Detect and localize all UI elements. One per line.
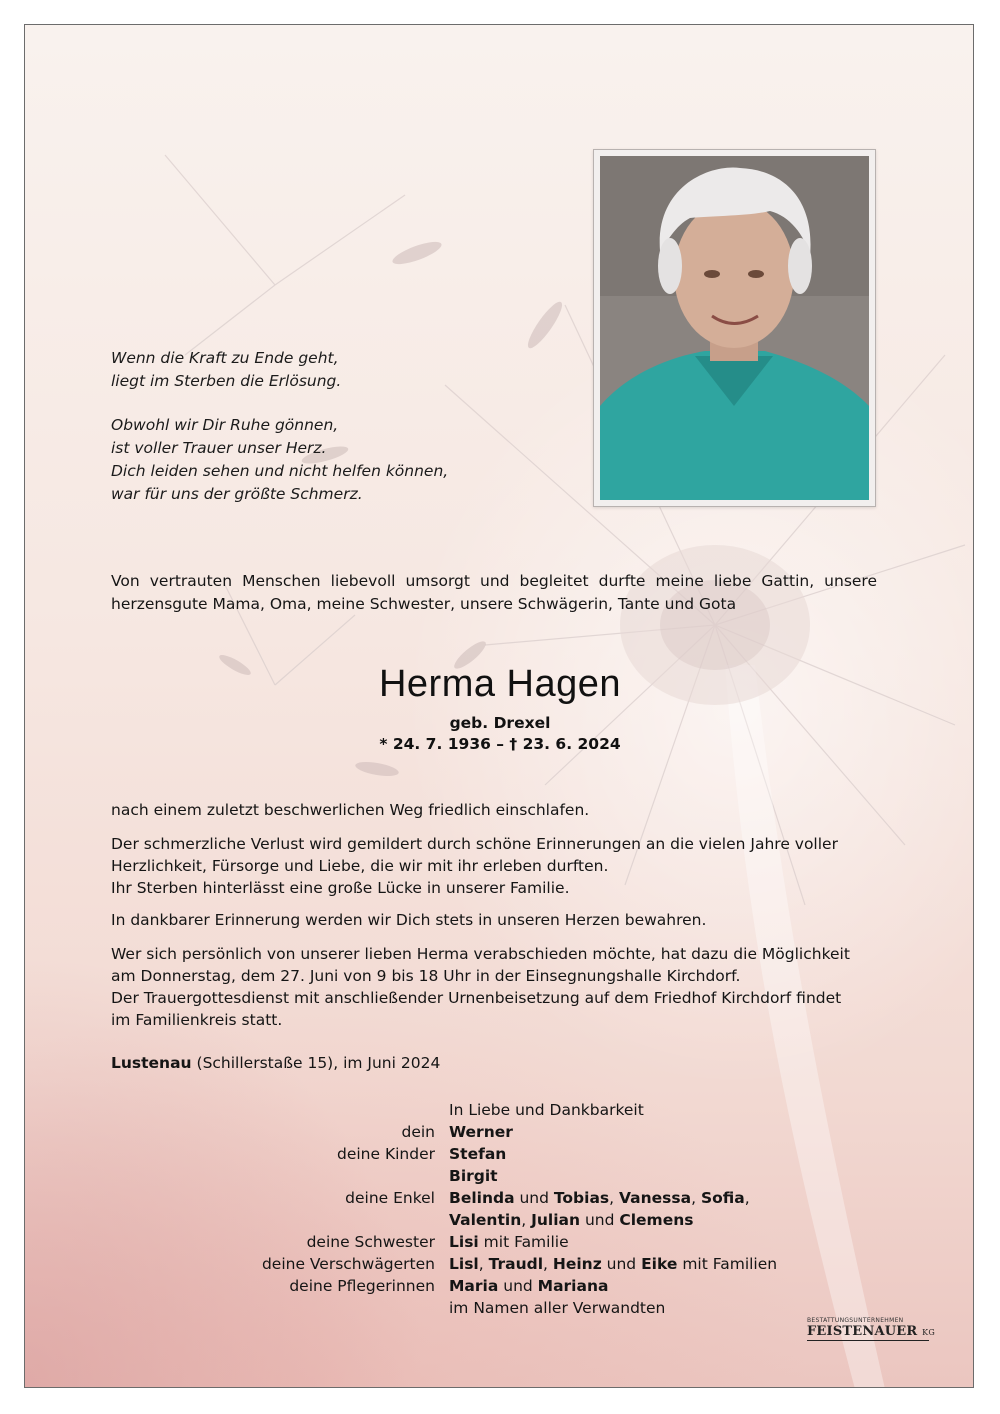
mourner-row	[25, 1143, 974, 1165]
body-line: am Donnerstag, dem 27. Juni von 9 bis 18 Uhr in der Einsegnungshalle Kirchdorf.	[111, 967, 741, 985]
mourner-name: Maria	[449, 1277, 499, 1295]
body-line: im Familienkreis statt.	[111, 1011, 283, 1029]
mourner-rows	[25, 1121, 974, 1297]
mourner-name: Vanessa	[619, 1189, 692, 1207]
mourner-relation: dein	[401, 1123, 435, 1141]
mourner-relation: deine Pflegerinnen	[289, 1277, 435, 1295]
mourner-names	[449, 1121, 513, 1143]
poem-line: Wenn die Kraft zu Ende geht,	[111, 349, 339, 367]
poem-line: liegt im Sterben die Erlösung.	[111, 372, 342, 390]
mourner-connector: ,	[744, 1189, 750, 1207]
body-line: Der schmerzliche Verlust wird gemildert durch schöne Erinnerungen an die vielen Jahre voller	[111, 835, 838, 853]
place-date-line	[111, 1054, 440, 1072]
mourner-names	[449, 1187, 750, 1209]
mourner-relation: deine Enkel	[345, 1189, 435, 1207]
mourner-name: Clemens	[619, 1211, 694, 1229]
mourner-names	[449, 1275, 608, 1297]
poem-stanza-2	[111, 414, 531, 506]
poem-line: war für uns der größte Schmerz.	[111, 485, 363, 503]
mourner-relation: deine Kinder	[336, 1145, 435, 1163]
body-paragraph-2	[111, 833, 901, 899]
portrait-frame	[593, 149, 876, 507]
mourner-connector: ,	[478, 1255, 489, 1273]
mourner-names	[449, 1165, 498, 1187]
mourner-name: Lisl	[449, 1255, 479, 1273]
body-paragraph-3	[111, 909, 901, 931]
poem-line: Dich leiden sehen und nicht helfen können,	[111, 462, 449, 480]
mourner-name: Birgit	[449, 1167, 498, 1185]
mourner-name: Lisi	[449, 1233, 479, 1251]
mourners-list	[25, 1099, 974, 1319]
mourner-name: Sofia	[700, 1189, 745, 1207]
mourner-row	[25, 1253, 974, 1275]
mourner-relation: deine Schwester	[306, 1233, 435, 1251]
logo-main-text: FEISTENAUER	[807, 1324, 918, 1339]
mourner-connector: ,	[521, 1211, 532, 1229]
poem-line: Obwohl wir Dir Ruhe gönnen,	[111, 416, 339, 434]
body-line: nach einem zuletzt beschwerlichen Weg friedlich einschlafen.	[111, 801, 590, 819]
mourner-name: Werner	[449, 1123, 513, 1141]
life-dates: * 24. 7. 1936 – † 23. 6. 2024	[379, 735, 621, 753]
body-line: In dankbarer Erinnerung werden wir Dich stets in unseren Herzen bewahren.	[111, 911, 707, 929]
logo-name	[807, 1324, 935, 1341]
mourner-row	[25, 1275, 974, 1297]
mourner-connector: und	[514, 1189, 554, 1207]
mourner-name: Belinda	[449, 1189, 515, 1207]
mourner-name: Heinz	[552, 1255, 602, 1273]
mourner-name: Traudl	[488, 1255, 544, 1273]
deceased-name: Herma Hagen	[378, 663, 622, 705]
mourner-name: Julian	[531, 1211, 581, 1229]
poem-stanza-1	[111, 347, 531, 393]
mourner-names	[449, 1209, 693, 1231]
place-town: Lustenau	[111, 1054, 192, 1072]
mourner-relation: deine Verschwägerten	[261, 1255, 435, 1273]
mourner-row	[25, 1165, 974, 1187]
mourners-intro-row	[25, 1099, 974, 1121]
mourner-row	[25, 1121, 974, 1143]
mourner-row	[25, 1231, 974, 1253]
funeral-home-logo	[807, 1317, 935, 1341]
mourner-row	[25, 1209, 974, 1231]
mourner-connector: ,	[543, 1255, 553, 1273]
mourner-names	[449, 1231, 569, 1253]
mourner-connector: und	[580, 1211, 620, 1229]
body-line: Ihr Sterben hinterlässt eine große Lücke in unserer Familie.	[111, 879, 570, 897]
mourner-names	[449, 1143, 506, 1165]
mourner-row	[25, 1187, 974, 1209]
mourner-connector: ,	[691, 1189, 701, 1207]
mourner-name: Valentin	[449, 1211, 522, 1229]
portrait-photo	[600, 156, 869, 500]
place-rest: (Schillerstaße 15), im Juni 2024	[191, 1054, 441, 1072]
mourner-names	[449, 1253, 777, 1275]
mourners-intro: In Liebe und Dankbarkeit	[449, 1101, 644, 1119]
body-line: Wer sich persönlich von unserer lieben Herma verabschieden möchte, hat dazu die Möglichkeit	[111, 945, 850, 963]
mourner-connector: mit Familie	[478, 1233, 569, 1251]
mourner-connector: und	[601, 1255, 642, 1273]
mourner-connector: ,	[609, 1189, 620, 1207]
body-paragraph-4	[111, 943, 901, 1031]
body-line: Der Trauergottesdienst mit anschließender Urnenbeisetzung auf dem Friedhof Kirchdorf findet	[111, 989, 842, 1007]
mourner-connector: und	[498, 1277, 538, 1295]
mourner-name: Stefan	[449, 1145, 507, 1163]
poem-line: ist voller Trauer unser Herz.	[111, 439, 327, 457]
mourner-name: Tobias	[553, 1189, 610, 1207]
obituary-card	[24, 24, 974, 1388]
mourner-connector: mit Familien	[677, 1255, 778, 1273]
body-line: Herzlichkeit, Fürsorge und Liebe, die wir mit ihr erleben durften.	[111, 857, 609, 875]
mourners-outro: im Namen aller Verwandten	[449, 1299, 666, 1317]
intro-paragraph: Von vertrauten Menschen liebevoll umsorgt und begleitet durfte meine liebe Gattin, unsere herzensgute Mama, Oma, meine Schwester, unsere Schwägerin, Tante und Gota	[111, 572, 877, 613]
mourners-outro-row	[25, 1297, 974, 1319]
mourner-name: Mariana	[537, 1277, 609, 1295]
mourner-name: Eike	[641, 1255, 678, 1273]
body-paragraph-1	[111, 799, 901, 821]
birth-name: geb. Drexel	[449, 714, 551, 732]
logo-suffix: KG	[922, 1328, 935, 1337]
logo-subtitle: BESTATTUNGSUNTERNEHMEN	[807, 1317, 904, 1324]
